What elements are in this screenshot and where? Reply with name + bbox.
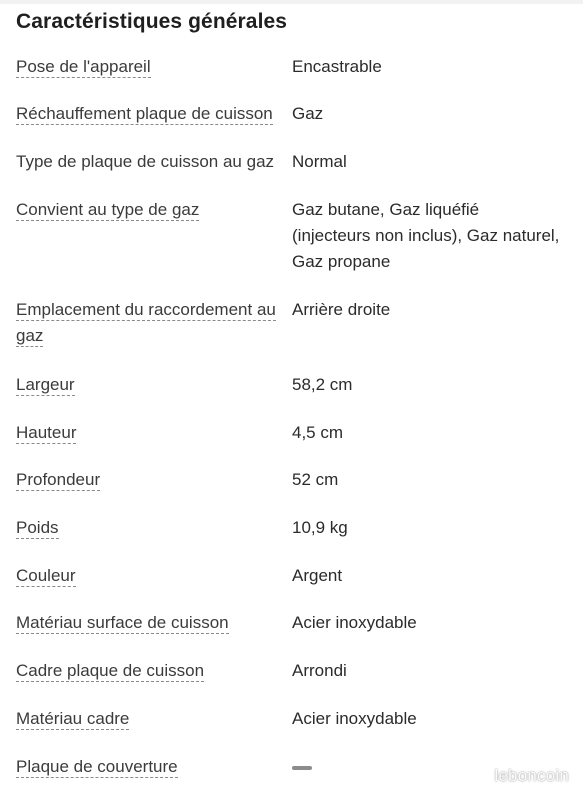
- spec-value: Gaz: [292, 104, 324, 123]
- spec-value: Acier inoxydable: [292, 613, 417, 632]
- spec-value: 4,5 cm: [292, 423, 344, 442]
- spec-label: [16, 149, 288, 175]
- spec-label-text: Matériau surface de cuisson: [16, 613, 229, 632]
- spec-label-text: Pose de l'appareil: [16, 57, 151, 76]
- spec-value: Normal: [292, 152, 347, 171]
- spec-value: Acier inoxydable: [292, 709, 417, 728]
- spec-label-text: Type de plaque de cuisson au gaz: [16, 152, 275, 171]
- spec-label[interactable]: [16, 101, 288, 127]
- spec-label-text: Couleur: [16, 566, 76, 585]
- spec-value: Argent: [292, 566, 343, 585]
- spec-value: Arrière droite: [292, 300, 391, 319]
- spec-label-text: Plaque de couverture: [16, 757, 178, 776]
- spec-label[interactable]: [16, 754, 288, 780]
- watermark-logo: leboncoin: [494, 766, 569, 785]
- spec-label[interactable]: [16, 54, 288, 80]
- spec-value: Gaz butane, Gaz liquéfié (injecteurs non inclus), Gaz naturel, Gaz propane: [292, 200, 560, 271]
- spec-label[interactable]: [16, 515, 288, 541]
- spec-label-text: Profondeur: [16, 470, 101, 489]
- spec-value: 52 cm: [292, 470, 339, 489]
- spec-value: 58,2 cm: [292, 375, 353, 394]
- spec-label-text: Hauteur: [16, 423, 77, 442]
- spec-value: 10,9 kg: [292, 518, 348, 537]
- spec-value: Encastrable: [292, 57, 382, 76]
- top-divider: [0, 0, 583, 4]
- spec-label-text: Réchauffement plaque de cuisson: [16, 104, 273, 123]
- spec-label[interactable]: [16, 563, 288, 589]
- spec-label[interactable]: [16, 610, 288, 636]
- spec-value: Arrondi: [292, 661, 347, 680]
- spec-label-text: Emplacement du raccordement au gaz: [16, 300, 276, 345]
- spec-label-text: Largeur: [16, 375, 75, 394]
- spec-label-text: Matériau cadre: [16, 709, 130, 728]
- spec-label[interactable]: [16, 297, 288, 349]
- spec-label-text: Poids: [16, 518, 59, 537]
- spec-label[interactable]: [16, 706, 288, 732]
- spec-label-text: Convient au type de gaz: [16, 200, 200, 219]
- spec-label[interactable]: [16, 372, 288, 398]
- spec-label[interactable]: [16, 658, 288, 684]
- not-applicable-dash-icon: [292, 766, 312, 770]
- spec-label[interactable]: [16, 467, 288, 493]
- spec-label[interactable]: [16, 420, 288, 446]
- section-title: Caractéristiques générales: [16, 10, 288, 33]
- spec-label[interactable]: [16, 197, 288, 223]
- spec-label-text: Cadre plaque de cuisson: [16, 661, 205, 680]
